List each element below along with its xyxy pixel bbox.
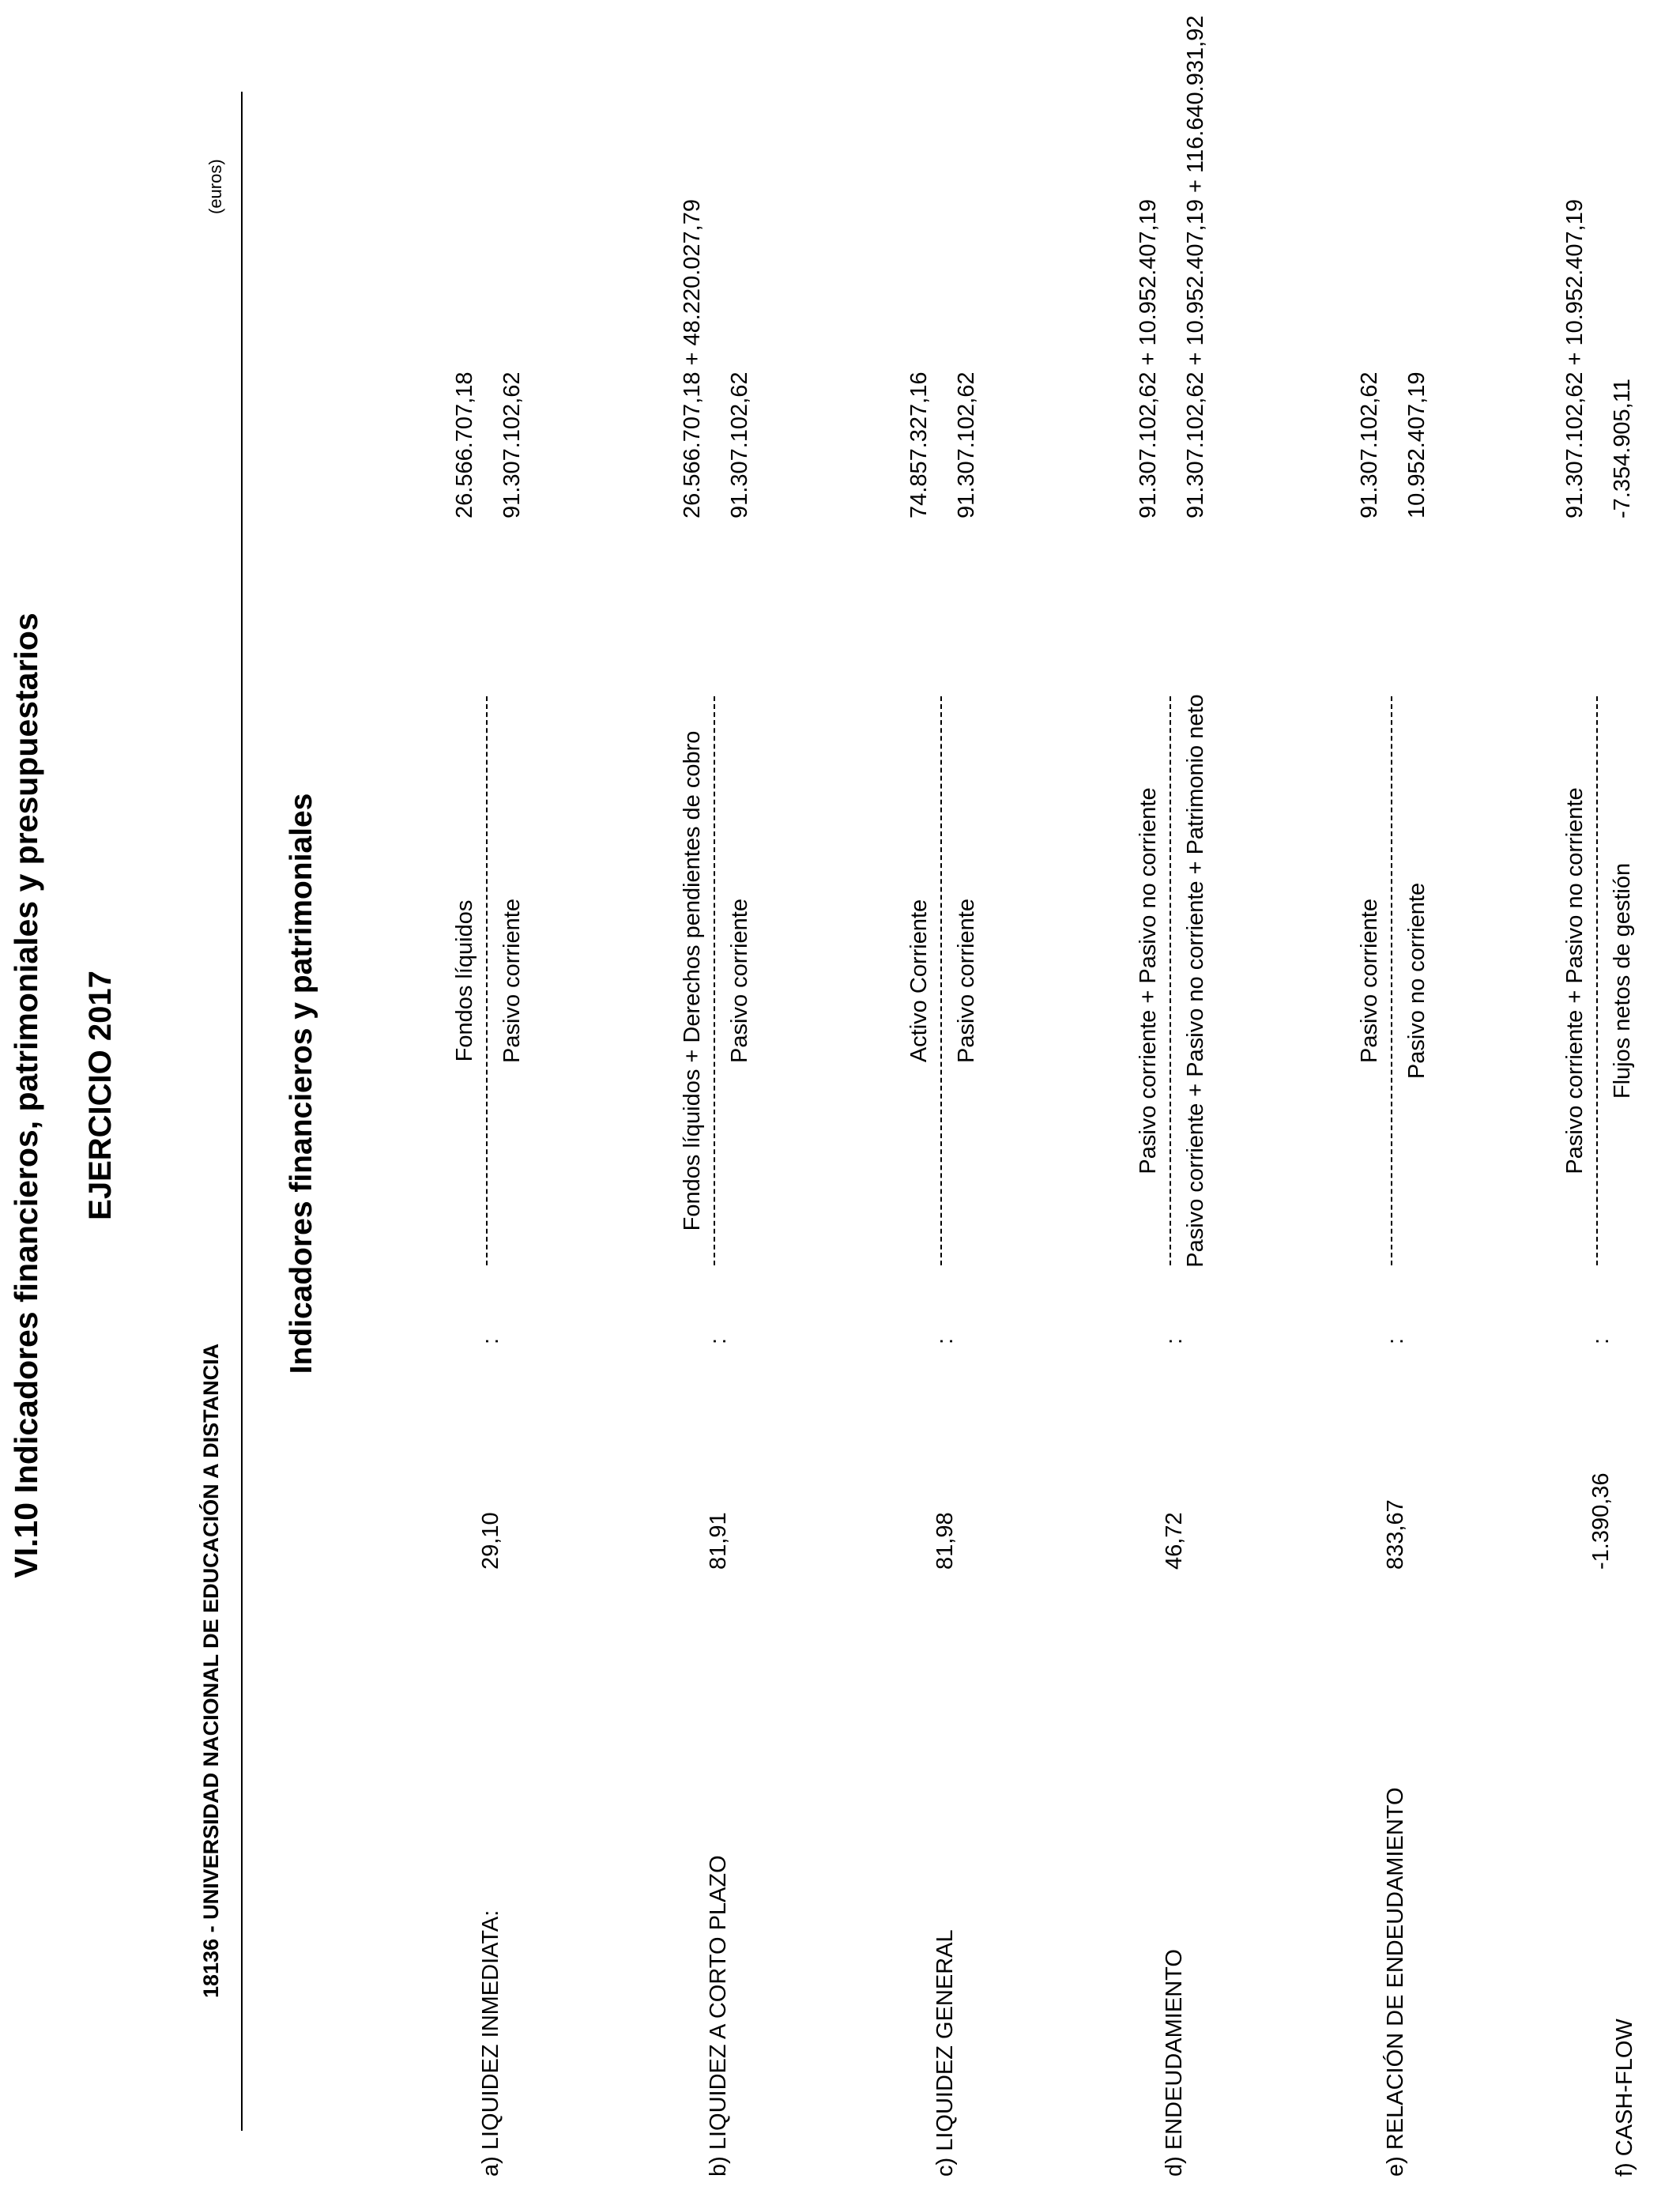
indicator-label: b) LIQUIDEZ A CORTO PLAZO: [706, 1855, 731, 2177]
indicator-colon: :: [478, 1337, 503, 1344]
indicator-value: 833,67: [1383, 1499, 1408, 1570]
indicator-value: 29,10: [478, 1512, 503, 1570]
denominator-formula: Pasivo corriente: [499, 899, 525, 1063]
indicator-colon: :: [932, 1337, 958, 1344]
numerator-values: 74.857.327,16: [906, 371, 932, 518]
entity-name: 18136 - UNIVERSIDAD NACIONAL DE EDUCACIÓN A DISTANCIA: [199, 1343, 223, 1998]
fraction-line: [1170, 696, 1171, 1265]
numerator-formula: Fondos líquidos: [452, 899, 477, 1062]
numerator-formula: Pasivo corriente: [1357, 899, 1382, 1063]
denominator-formula: Pasivo corriente: [727, 899, 752, 1063]
numerator-formula: Pasivo corriente + Pasivo no corriente: [1136, 787, 1161, 1174]
report-year: EJERCICIO 2017: [83, 971, 118, 1220]
numerator-values: 91.307.102,62 + 10.952.407,19: [1562, 199, 1588, 518]
numerator-formula: Activo Corriente: [906, 899, 932, 1063]
indicator-colon: :: [1383, 1337, 1408, 1344]
indicator-colon: :: [1588, 1337, 1614, 1344]
denominator-values: -7.354.905,11: [1610, 379, 1635, 518]
denominator-values: 10.952.407,19: [1404, 371, 1430, 518]
units-label: (euros): [205, 159, 225, 214]
fraction-line: [1391, 696, 1392, 1265]
denominator-values: 91.307.102,62 + 10.952.407,19 + 116.640.931,92: [1183, 15, 1208, 518]
indicator-value: 81,98: [932, 1512, 958, 1570]
fraction-line: [1596, 696, 1598, 1265]
indicator-label: a) LIQUIDEZ INMEDIATA:: [478, 1909, 503, 2177]
denominator-values: 91.307.102,62: [499, 371, 525, 518]
indicator-value: -1.390,36: [1588, 1472, 1614, 1570]
section-title: Indicadores financieros y patrimoniales: [284, 793, 318, 1374]
indicator-label: d) ENDEUDAMIENTO: [1162, 1949, 1187, 2177]
indicator-colon: :: [706, 1337, 731, 1344]
numerator-values: 91.307.102,62: [1357, 371, 1382, 518]
indicator-value: 81,91: [706, 1512, 731, 1570]
numerator-formula: Fondos líquidos + Derechos pendientes de cobro: [680, 730, 705, 1231]
fraction-line: [940, 696, 942, 1265]
denominator-formula: Pasivo no corriente: [1404, 882, 1430, 1080]
denominator-formula: Pasivo corriente + Pasivo no corriente + Patrimonio neto: [1183, 694, 1208, 1268]
header-rule: [241, 92, 243, 2131]
fraction-line: [714, 696, 715, 1265]
denominator-formula: Flujos netos de gestión: [1610, 862, 1635, 1099]
indicator-label: f) CASH-FLOW: [1612, 2019, 1637, 2177]
numerator-values: 91.307.102,62 + 10.952.407,19: [1136, 199, 1161, 518]
fraction-line: [486, 696, 488, 1265]
numerator-values: 26.566.707,18: [452, 371, 477, 518]
numerator-formula: Pasivo corriente + Pasivo no corriente: [1562, 787, 1588, 1174]
denominator-values: 91.307.102,62: [954, 371, 979, 518]
indicator-label: c) LIQUIDEZ GENERAL: [932, 1929, 958, 2177]
denominator-values: 91.307.102,62: [727, 371, 752, 518]
indicator-label: e) RELACIÓN DE ENDEUDAMIENTO: [1383, 1787, 1408, 2177]
indicator-colon: :: [1162, 1337, 1187, 1344]
numerator-values: 26.566.707,18 + 48.220.027,79: [680, 199, 705, 518]
report-title: VI.10 Indicadores financieros, patrimoniales y presupuestarios: [8, 613, 44, 1578]
denominator-formula: Pasivo corriente: [954, 899, 979, 1063]
indicator-value: 46,72: [1162, 1512, 1187, 1570]
